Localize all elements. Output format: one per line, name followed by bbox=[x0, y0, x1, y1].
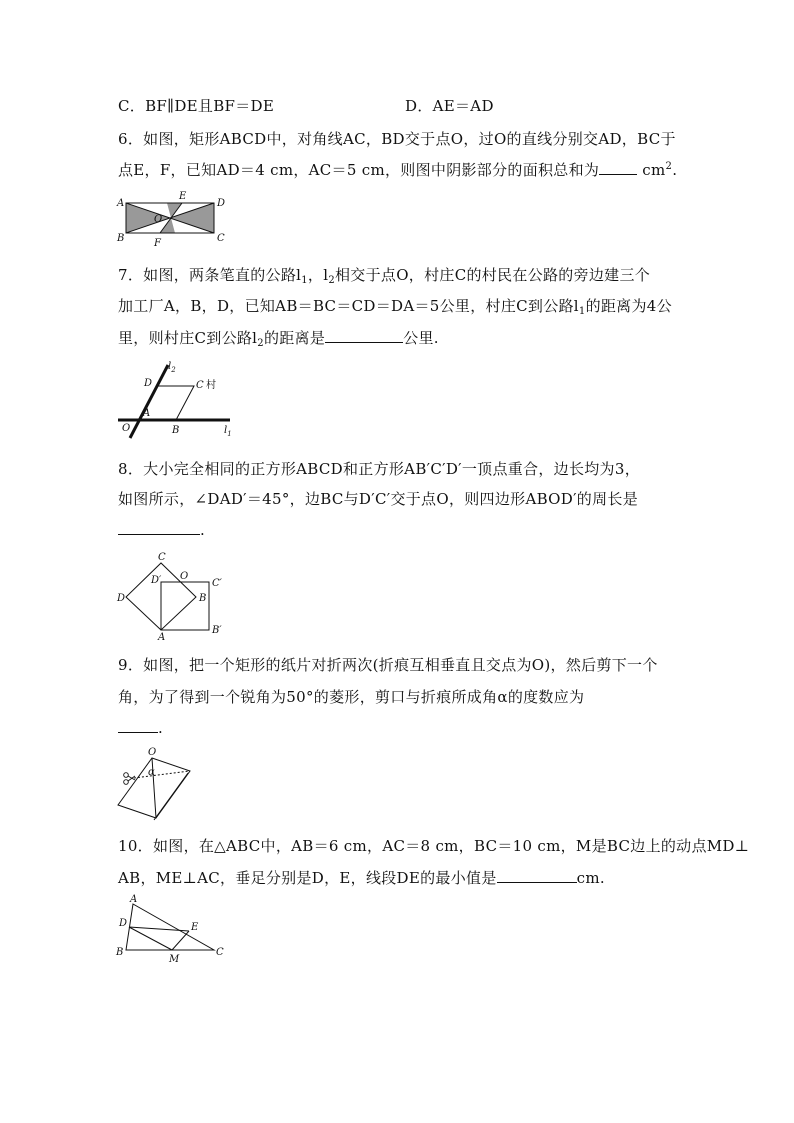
q8-label-c: C bbox=[158, 552, 166, 563]
q9-answer-blank[interactable] bbox=[118, 718, 158, 733]
q8-answer-blank[interactable] bbox=[118, 520, 200, 535]
q8-label-c1: C′ bbox=[212, 578, 222, 589]
q10-line-1: 10．如图，在△ABC中，AB＝6 cm，AC＝8 cm，BC＝10 cm，M是BC边上的动点MD⊥ bbox=[118, 837, 750, 855]
q6-label-e: E bbox=[179, 191, 187, 202]
q7-sub-4: 2 bbox=[257, 338, 264, 349]
q7-figure bbox=[110, 360, 240, 440]
q9-fold-inner bbox=[154, 773, 188, 820]
q8-label-d: D bbox=[117, 593, 126, 604]
q9-line-3 bbox=[118, 718, 698, 738]
q6-text: 点E，F，已知AD＝4 cm，AC＝5 cm，则图中阴影部分的面积总和为 bbox=[118, 161, 600, 179]
q6-period: . bbox=[672, 161, 678, 179]
q7-label-l1: $l_1$ bbox=[224, 425, 232, 438]
q7-text-2a: 加工厂A，B，D，已知AB＝BC＝CD＝DA＝5公里，村庄C到公路l bbox=[118, 297, 579, 315]
q7-sub-1: 1 bbox=[301, 275, 308, 286]
q6-line-1: 6．如图，矩形ABCD中，对角线AC，BD交于点O，过O的直线分别交AD，BC于 bbox=[118, 130, 676, 148]
q7-label-village: 村 bbox=[206, 380, 216, 391]
q6-label-d: D bbox=[217, 198, 226, 209]
q10-label-e: E bbox=[191, 922, 199, 933]
q10-label-m: M bbox=[169, 954, 180, 965]
q5-option-c: C．BF∥DE且BF＝DE bbox=[118, 97, 275, 115]
q10-segment-me bbox=[172, 931, 189, 950]
q7-label-l2: $l_2$ bbox=[168, 361, 176, 374]
q7-answer-blank[interactable] bbox=[325, 328, 403, 343]
q8-label-a: A bbox=[158, 632, 166, 643]
q10-label-b: B bbox=[116, 947, 124, 958]
q10-figure bbox=[110, 895, 230, 965]
q6-label-f: F bbox=[154, 238, 161, 249]
q10-line-2 bbox=[118, 868, 698, 888]
q6-label-c: C bbox=[217, 233, 225, 244]
q9-period: . bbox=[158, 719, 164, 737]
q7-label-o: O bbox=[122, 423, 131, 434]
q6-unit-exp: 2 bbox=[665, 161, 673, 172]
q10-segment-md bbox=[129, 927, 172, 950]
q7-sub-3: 1 bbox=[578, 306, 586, 317]
q7-text-3a: 里，则村庄C到公路l bbox=[118, 329, 258, 347]
q7-text-3b: 的距离是 bbox=[263, 329, 326, 347]
q6-unit: cm bbox=[642, 161, 666, 179]
q8-line-2: 如图所示，∠DAD′＝45°，边BC与D′C′交于点O，则四边形ABOD′的周长是 bbox=[118, 490, 639, 508]
q7-sub-2: 2 bbox=[328, 275, 335, 286]
q7-text-1c: 相交于点O，村庄C的村民在公路的旁边建三个 bbox=[335, 266, 651, 284]
q8-label-o: O bbox=[180, 571, 189, 582]
q8-label-b: B bbox=[199, 593, 207, 604]
q7-text-1b: ，l bbox=[307, 266, 329, 284]
q9-line-1: 9．如图，把一个矩形的纸片对折两次(折痕互相垂直且交点为O)，然后剪下一个 bbox=[118, 656, 658, 674]
q7-text-3c: 公里. bbox=[403, 329, 439, 347]
q10-text: AB，ME⊥AC，垂足分别是D，E，线段DE的最小值是 bbox=[118, 869, 497, 887]
q8-figure bbox=[110, 550, 230, 643]
q8-line-1: 8．大小完全相同的正方形ABCD和正方形AB′C′D′一顶点重合，边长均为3， bbox=[118, 460, 641, 478]
q9-label-alpha: α bbox=[148, 767, 155, 778]
q9-label-o: O bbox=[148, 747, 157, 758]
q10-label-a: A bbox=[130, 894, 138, 905]
q8-label-d1: D′ bbox=[151, 575, 162, 586]
q10-label-d: D bbox=[119, 918, 128, 929]
q7-line-3 bbox=[118, 328, 698, 348]
q7-text-2b: 的距离为4公 bbox=[585, 297, 672, 315]
q7-label-a: A bbox=[143, 408, 151, 419]
q10-label-c: C bbox=[216, 947, 224, 958]
q10-triangle-abc bbox=[126, 904, 214, 950]
q6-label-o: O bbox=[154, 214, 163, 225]
q8-line-3 bbox=[118, 520, 698, 540]
q6-label-b: B bbox=[117, 233, 125, 244]
q7-line-2 bbox=[118, 296, 698, 316]
q8-label-b1: B′ bbox=[212, 625, 222, 636]
q9-figure bbox=[112, 745, 212, 825]
q9-line-2: 角，为了得到一个锐角为50°的菱形，剪口与折痕所成角α的度数应为 bbox=[118, 688, 585, 706]
scissors-icon bbox=[124, 773, 135, 785]
q5-option-d: D．AE＝AD bbox=[405, 97, 494, 115]
q7-label-b: B bbox=[172, 425, 180, 436]
q6-label-a: A bbox=[117, 198, 125, 209]
q6-answer-blank[interactable] bbox=[599, 160, 637, 175]
q10-segment-de bbox=[129, 927, 189, 931]
q7-label-c: C bbox=[196, 380, 204, 391]
q5-options bbox=[118, 96, 698, 116]
q10-unit: cm. bbox=[576, 869, 605, 887]
q7-text-1a: 7．如图，两条笔直的公路l bbox=[118, 266, 302, 284]
q6-line-2 bbox=[118, 160, 698, 180]
q7-line-1 bbox=[118, 265, 698, 285]
q10-answer-blank[interactable] bbox=[497, 868, 577, 883]
q7-road-l2 bbox=[130, 365, 168, 438]
q7-label-d: D bbox=[144, 378, 153, 389]
q6-figure bbox=[110, 188, 230, 248]
q8-period: . bbox=[200, 521, 206, 539]
